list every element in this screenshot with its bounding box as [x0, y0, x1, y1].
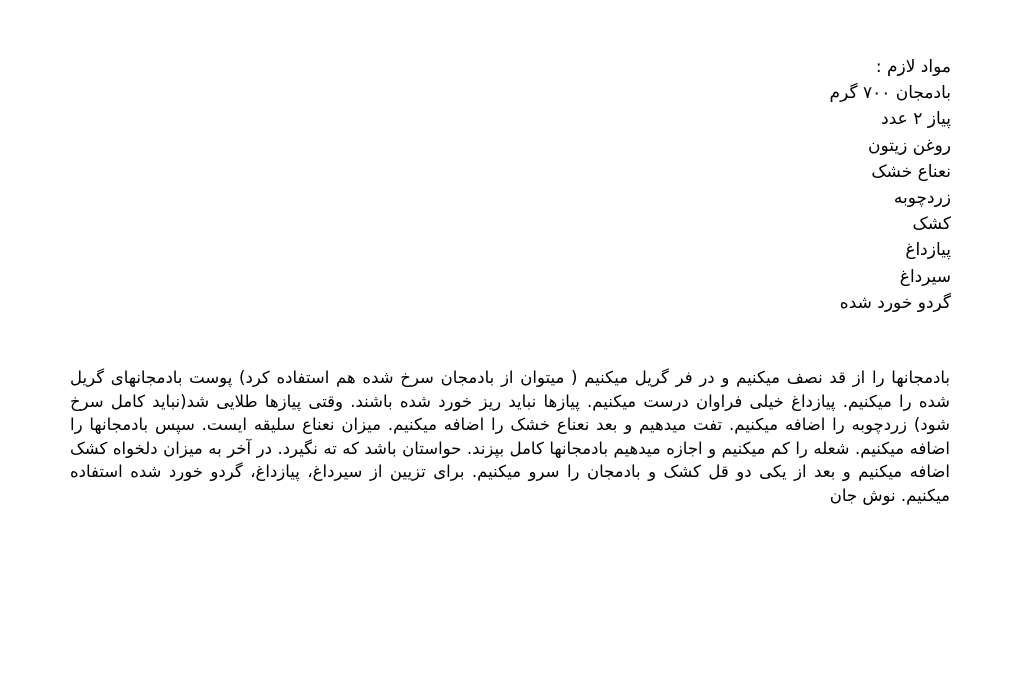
ingredient-item: سیرداغ: [899, 266, 951, 287]
ingredient-item: کشک: [912, 214, 951, 235]
ingredient-item: روغن زیتون: [868, 135, 951, 156]
ingredients-list: [830, 54, 951, 316]
ingredient-item: پیاز ۲ عدد: [881, 109, 951, 130]
ingredients-heading: مواد لازم :: [875, 57, 951, 77]
ingredient-item: گردو خورد شده: [839, 292, 951, 313]
ingredient-item: پیازداغ: [905, 240, 951, 261]
ingredient-item: نعناع خشک: [871, 161, 951, 182]
instructions-paragraph: بادمجانها را از قد نصف میکنیم و در فر گریل میکنیم ( میتوان از بادمجان سرخ شده هم استفاده کرد) پوست بادمجانهای گریل شده را میکنیم. پیازداغ خیلی فراوان درست میکنیم. پیازها نباید ریز خورد شده باشند. وقتی پیازها طلایی شد(نباید کامل سرخ شود) زردچوبه را اضافه میکنیم. تفت میدهیم و بعد نعناع خشک را اضافه میکنیم. میزان نعناع سلیقه ایست. سپس بادمجانها را اضافه میکنیم. شعله را کم میکنیم و اجازه میدهیم بادمجانها کامل بپزند. حواستان باشد که ته نگیرد. در آخر به میزان دلخواه کشک اضافه میکنیم و بعد از یکی دو قل کشک و بادمجان را سرو میکنیم. برای تزیین از سیرداغ، پیازداغ، گردو خورد شده استفاده میکنیم. نوش جان: [70, 368, 950, 505]
ingredient-item: زردچوبه: [893, 188, 951, 209]
ingredient-item: بادمجان ۷۰۰ گرم: [829, 83, 951, 104]
